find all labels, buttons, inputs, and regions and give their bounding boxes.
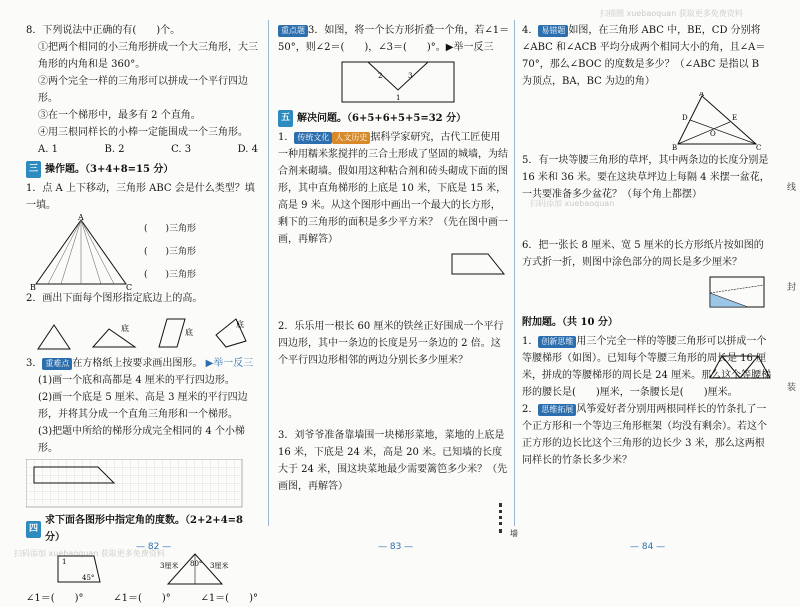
middle-column — [278, 22, 518, 538]
section-5-tag: 五 — [278, 110, 293, 127]
section-4-tag: 四 — [26, 521, 41, 538]
extra-question-1: 1． 创新思维 用三个完全一样的等腰三角形可以拼成一个等腰梯形（如图）。已知每个等腰三角形的周长是 16 厘米，拼成的等腰梯形的周长是 24 厘米。那么这个等腰梯形的腰长是( )厘米，一条腰长是( )厘米。 — [522, 336, 772, 398]
mid-q3-text: 3．如图，将一个长方形折叠一个角，若∠1＝50°，则∠2＝( )，∠3＝( )°。▶举一反三 — [278, 25, 510, 53]
page-number-83: — 83 — — [378, 542, 414, 552]
point-c-label: C — [126, 283, 133, 290]
isosceles-angle-fig — [160, 552, 230, 586]
left-column — [26, 22, 258, 607]
q3-item-3: (3)把题中所给的梯形分成完全相同的 4 个小梯形。 — [38, 426, 245, 454]
mid-question-3 — [278, 22, 510, 56]
trapezoid-angle-fig — [54, 552, 104, 586]
triangle-figure — [26, 214, 258, 290]
angle-answers — [26, 590, 258, 607]
op-question-1: 1．点 A 上下移动，三角形 ABC 会是什么类型？填一填。 — [26, 183, 255, 211]
pt-d: D — [682, 114, 688, 122]
q8-choices — [26, 141, 258, 158]
quad-shape — [210, 315, 250, 351]
solve-question-1: 1． 传统文化 人文历史 据科学家研究，古代工匠使用一种用糯米浆搅拌的三合土形成了坚固的城墙，为结合剂来砌墙。假如用这种粘合剂和砖头砌成下面的图形，其中直角梯形的上底是 10 米，下底是 15 米，高是 9 米。从这个图形中画出一个最大的长方形，剩下的三角形的面积是多少平方米？（先在图中画一画，再解答） — [278, 132, 508, 245]
pt-o: O — [710, 130, 716, 138]
svg-text:2: 2 — [378, 72, 383, 80]
key-point-badge: 重难点 — [42, 358, 72, 370]
q3-text: 在方格纸上按要求画出图形。 — [72, 358, 203, 369]
q8-item-1: ①把两个相同的小三角形拼成一个大三角形，大三角形的内角和是 360°。 — [38, 42, 258, 70]
pt-e: E — [732, 114, 738, 122]
q8-item-3: ③在一个梯形中，最多有 2 个直角。 — [38, 110, 201, 121]
q3-item-1: (1)画一个底和高都是 4 厘米的平行四边形。 — [38, 375, 235, 386]
angle-80: 80° — [190, 560, 203, 568]
choice-a[interactable]: A. 1 — [38, 144, 58, 155]
column-divider-left — [268, 20, 269, 526]
question-8: 8．下列说法中正确的有( )个。 — [26, 25, 181, 36]
blank-2[interactable]: ( )三角形 — [144, 246, 197, 257]
section-3-header — [26, 161, 258, 178]
answer-space-3[interactable] — [278, 495, 518, 538]
innovation-badge: 创新思维 — [538, 336, 576, 348]
binding-label-2: 封 — [786, 283, 796, 293]
angle-answer-3[interactable]: ∠1＝( )° — [200, 593, 258, 604]
base-label-1: 底 — [121, 324, 130, 333]
triangle-abc-figure — [26, 214, 136, 290]
important-badge: 重点题 — [278, 25, 308, 37]
section-5-title: 解决问题。（6+5+6+5+5=32 分） — [297, 113, 467, 124]
wall-label: 墙 — [510, 529, 518, 538]
watermark-mid: 扫码添加 xuebaoquan — [530, 199, 615, 208]
q1-blanks — [144, 221, 196, 284]
folded-rectangle-fig — [338, 58, 458, 106]
isosceles-trapezoid-fig — [708, 352, 772, 380]
extra-q1-text: 用三个完全一样的等腰三角形可以拼成一个等腰梯形（如图）。已知每个等腰三角形的周长是 16 厘米，拼成的等腰梯形的周长是 24 厘米。那么这个等腰梯形的腰长是( )厘米，一条腰长是( )厘米。 — [522, 336, 772, 398]
section-3-tag: 三 — [26, 161, 41, 178]
blank-3[interactable]: ( )三角形 — [144, 269, 197, 280]
triangle-shape — [34, 321, 74, 351]
choice-d[interactable]: D. 4 — [237, 144, 258, 155]
page-number-84: — 84 — — [630, 542, 666, 552]
op-question-2: 2．画出下面每个图形指定底边上的高。 — [26, 293, 203, 304]
binding-label-3: 装 — [786, 383, 796, 393]
page-number-82: — 82 — — [136, 542, 172, 552]
svg-text:3: 3 — [408, 72, 413, 80]
solve-question-3: 3．刘爷爷准备靠墙围一块梯形菜地，菜地的上底是 16 米，下底是 24 米，高是 20 米。已知墙的长度大于 24 米，围这块菜地最少需要篱笆多少米？（先画图，再解答） — [278, 430, 508, 492]
watermark-bottom: 扫码添加 xuebaoquan 获取更多免费资料 — [14, 549, 165, 558]
obtuse-triangle-shape — [89, 321, 139, 351]
angle-answer-2[interactable]: ∠1＝( )° — [113, 593, 171, 604]
base-label-2: 底 — [184, 328, 193, 337]
section-4-header — [26, 512, 258, 546]
triangle-bisector-fig — [672, 92, 762, 150]
choice-b[interactable]: B. 2 — [104, 144, 125, 155]
wall-line — [499, 503, 506, 533]
thinking-badge: 思维拓展 — [538, 404, 576, 416]
culture-badge: 传统文化 — [294, 132, 332, 144]
column-divider-right — [514, 20, 515, 526]
right-question-6: 6．把一张长 8 厘米、宽 5 厘米的长方形纸片按如图的方式折一折，则图中涂色部分的周长是多少厘米？ — [522, 240, 764, 268]
section-3-title: 操作题。（3+4+8=15 分） — [45, 164, 174, 175]
binding-label-1: 线 — [786, 183, 796, 193]
q3-link[interactable]: ▶举一反三 — [205, 358, 254, 369]
folded-paper-fig — [708, 273, 768, 311]
base-label-3: 底 — [236, 320, 245, 329]
q2-figures — [26, 311, 258, 351]
angle-45: 45° — [82, 574, 95, 582]
q8-item-2: ②两个完全一样的三角形可以拼成一个平行四边形。 — [38, 76, 248, 104]
angle-figures — [26, 550, 258, 586]
pt-c: C — [756, 144, 762, 150]
length-label-1: 3厘米 — [160, 562, 179, 570]
answer-space-1[interactable] — [278, 284, 510, 318]
right-q4-text: 如图，在三角形 ABC 中，BE，CD 分别将∠ABC 和∠ACB 平均分成两个相同大小的角，且∠A＝70°，那么∠BOC 的度数是多少？（∠ABC 是指以 B 为顶点，BA，BC 为边的角） — [522, 25, 766, 87]
svg-text:1: 1 — [62, 558, 67, 566]
right-question-4: 4． 易错题 如图，在三角形 ABC 中，BE，CD 分别将∠ABC 和∠ACB 平均分成两个相同大小的角，且∠A＝70°，那么∠BOC 的度数是多少？（∠ABC 是指以 B 为顶点，BA，BC 为边的角） — [522, 25, 766, 87]
op-question-3: 3． 重难点 在方格纸上按要求画出图形。 ▶举一反三 — [26, 358, 254, 369]
extra-q2-text: 风筝爱好者分别用两根同样长的竹条扎了一个正方形和一个等边三角形框架（均没有剩余）。若这个正方形的边长比这个三角形的边长少 3 米，那么这两根同样长的竹条长多少米？ — [522, 404, 767, 466]
right-question-5: 5．有一块等腰三角形的草坪，其中两条边的长度分别是 16 米和 36 米。要在这块草坪边上每隔 4 米摆一盆花，一共要准备多少盆花？（每个角上都摆） — [522, 155, 770, 200]
extra-question-2: 2． 思维拓展 风筝爱好者分别用两根同样长的竹条扎了一个正方形和一个等边三角形框架（均没有剩余）。若这个正方形的边长比这个三角形的边长少 3 米，那么这两根同样长的竹条长多少米？ — [522, 404, 767, 466]
choice-c[interactable]: C. 3 — [171, 144, 192, 155]
point-b-label: B — [30, 283, 36, 290]
section-4-title: 求下面各图形中指定角的度数。（2+2+4=8 分） — [45, 515, 243, 543]
error-prone-badge: 易错题 — [538, 25, 568, 37]
right-trapezoid-fig — [448, 250, 508, 278]
history-badge: 人文历史 — [332, 132, 370, 144]
angle-answer-1[interactable]: ∠1＝( )° — [26, 593, 84, 604]
section-5-header — [278, 110, 510, 127]
svg-text:1: 1 — [396, 94, 401, 102]
solve-q1-text: 据科学家研究，古代工匠使用一种用糯米浆搅拌的三合土形成了坚固的城墙，为结合剂来砌墙。假如用这种粘合剂和砖头砌成下面的图形，其中直角梯形的上底是 10 米，下底是 15 米，高是 9 米。从这个图形中画出一个最大的长方形，剩下的三角形的面积是多少平方米？（先在图中画一画，再解答） — [278, 132, 508, 245]
parallelogram-shape — [155, 315, 195, 351]
q3-item-2: (2)画一个底是 5 厘米、高是 3 厘米的平行四边形，并将其分成一个直角三角形和一个梯形。 — [38, 392, 248, 420]
right-column — [522, 22, 772, 469]
solve-question-2: 2．乐乐用一根长 60 厘米的铁丝正好围成一个平行四边形，其中一条边的长度是另一条边的 2 倍。这个平行四边形相邻的两边分别长多少厘米？ — [278, 321, 504, 366]
grid-paper[interactable] — [26, 459, 246, 509]
extra-title: 附加题。（共 10 分） — [522, 317, 618, 328]
extra-section-header — [522, 314, 772, 331]
pt-b: B — [672, 144, 678, 150]
point-a-label: A — [78, 214, 84, 222]
length-label-2: 3厘米 — [210, 562, 229, 570]
q8-item-4: ④用三根同样长的小棒一定能围成一个三角形。 — [38, 127, 248, 138]
watermark-top: 扫描圈 xuebaoquan 获取更多免费资料 — [600, 9, 743, 18]
pt-a: A — [699, 92, 705, 98]
answer-space-2[interactable] — [278, 369, 510, 427]
blank-1[interactable]: ( )三角形 — [144, 223, 197, 234]
